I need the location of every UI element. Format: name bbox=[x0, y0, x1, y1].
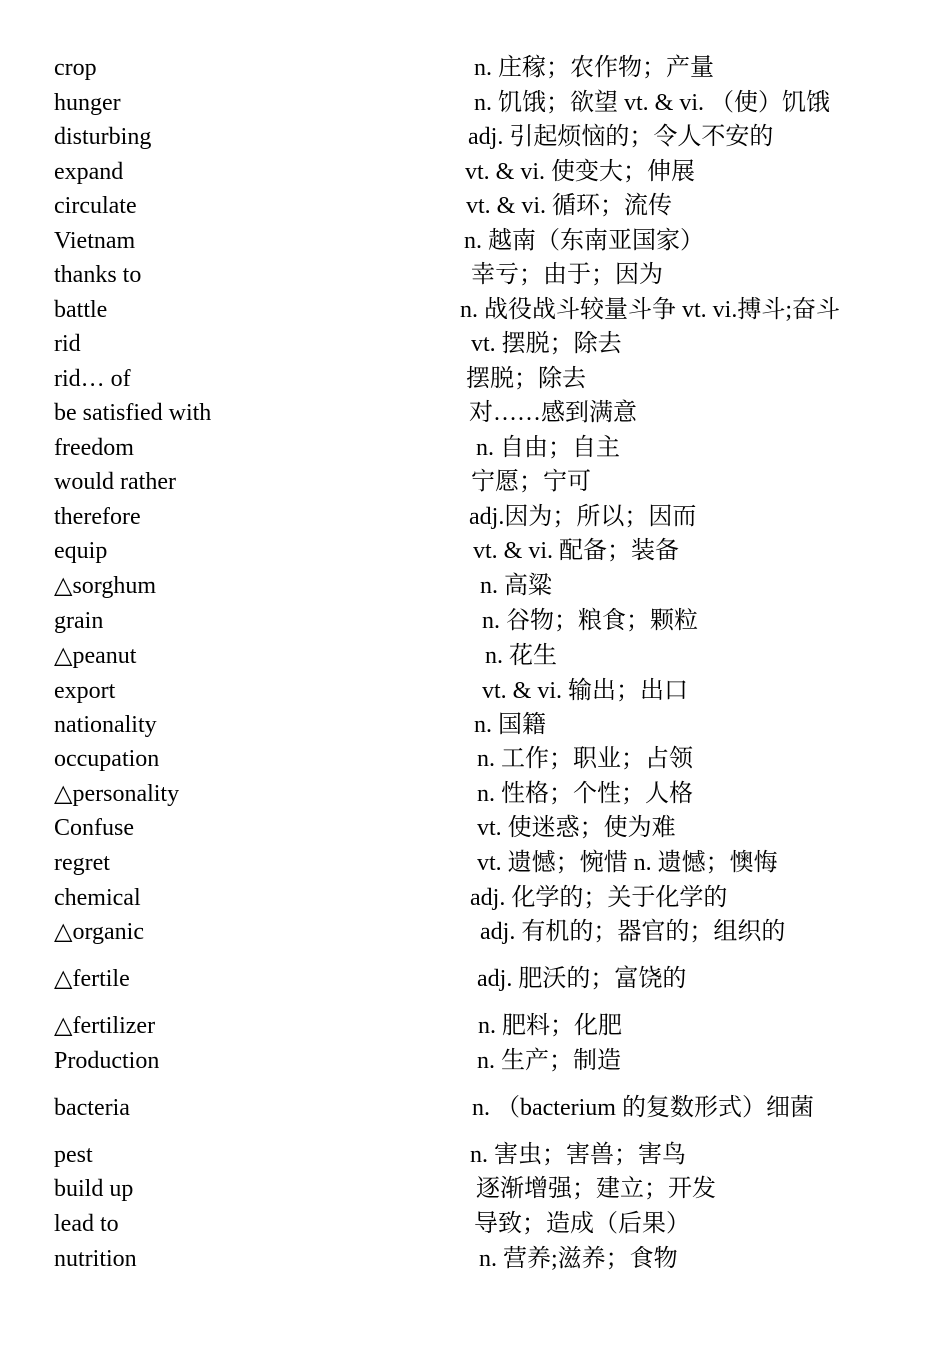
vocab-row bbox=[0, 396, 950, 430]
vocab-row bbox=[0, 155, 950, 189]
vocab-row bbox=[0, 1138, 950, 1172]
vocab-definition: n. 生产；制造 bbox=[477, 1048, 621, 1074]
vocab-definition: vt. 使迷惑；使为难 bbox=[477, 815, 676, 841]
vocab-word: circulate bbox=[54, 193, 137, 219]
vocab-row bbox=[0, 465, 950, 499]
vocab-word: △peanut bbox=[54, 643, 137, 669]
vocab-row bbox=[0, 674, 950, 708]
vocab-row bbox=[0, 120, 950, 154]
vocab-row bbox=[0, 293, 950, 327]
vocab-word: Vietnam bbox=[54, 228, 136, 254]
vocab-word: be satisfied with bbox=[54, 400, 212, 426]
vocab-definition: n. 国籍 bbox=[474, 712, 546, 738]
vocab-row bbox=[0, 431, 950, 465]
vocab-definition: n. 庄稼；农作物；产量 bbox=[474, 55, 714, 81]
vocab-definition: n. 饥饿；欲望 vt. & vi. （使）饥饿 bbox=[474, 90, 831, 116]
vocab-row bbox=[0, 1009, 950, 1043]
vocab-row bbox=[0, 569, 950, 603]
vocab-definition: n. 花生 bbox=[485, 643, 557, 669]
vocab-word: Confuse bbox=[54, 815, 134, 841]
vocab-definition: 宁愿；宁可 bbox=[471, 469, 591, 495]
vocab-definition: vt. & vi. 输出；出口 bbox=[482, 678, 689, 704]
vocab-row bbox=[0, 846, 950, 880]
vocab-row bbox=[0, 362, 950, 396]
vocab-definition: n. 高粱 bbox=[480, 573, 552, 599]
vocab-word: equip bbox=[54, 538, 108, 564]
vocab-definition: adj. 化学的；关于化学的 bbox=[470, 885, 728, 911]
vocab-definition: vt. 摆脱；除去 bbox=[471, 331, 622, 357]
vocab-definition: adj. 肥沃的；富饶的 bbox=[477, 966, 687, 992]
vocab-row bbox=[0, 189, 950, 223]
vocab-definition: n. 肥料；化肥 bbox=[478, 1013, 622, 1039]
vocab-row bbox=[0, 962, 950, 996]
vocab-definition: n. 自由；自主 bbox=[476, 435, 620, 461]
vocab-definition: vt. & vi. 使变大；伸展 bbox=[465, 159, 696, 185]
vocab-word: chemical bbox=[54, 885, 141, 911]
vocab-definition: adj. 有机的；器官的；组织的 bbox=[480, 919, 786, 945]
vocab-row bbox=[0, 915, 950, 949]
vocab-definition: n. 性格；个性；人格 bbox=[477, 781, 693, 807]
vocab-word: nutrition bbox=[54, 1246, 137, 1272]
vocab-definition: 摆脱；除去 bbox=[466, 366, 586, 392]
vocab-word: crop bbox=[54, 55, 97, 81]
vocab-word: regret bbox=[54, 850, 110, 876]
vocab-word: grain bbox=[54, 608, 104, 634]
vocab-word: battle bbox=[54, 297, 108, 323]
vocab-word: pest bbox=[54, 1142, 93, 1168]
vocab-row bbox=[0, 811, 950, 845]
vocab-row bbox=[0, 1044, 950, 1078]
vocab-word: disturbing bbox=[54, 124, 152, 150]
vocab-row bbox=[0, 708, 950, 742]
vocab-word: rid… of bbox=[54, 366, 131, 392]
vocab-word: △fertilizer bbox=[54, 1013, 156, 1039]
vocab-word: △sorghum bbox=[54, 573, 157, 599]
vocab-word: build up bbox=[54, 1176, 134, 1202]
vocab-row bbox=[0, 604, 950, 638]
vocab-row bbox=[0, 86, 950, 120]
vocab-definition: adj.因为；所以；因而 bbox=[469, 504, 697, 530]
vocab-definition: n. 工作；职业；占领 bbox=[477, 746, 693, 772]
vocab-row bbox=[0, 1242, 950, 1276]
vocab-definition: vt. & vi. 配备；装备 bbox=[473, 538, 680, 564]
vocab-definition: vt. 遗憾；惋惜 n. 遗憾；懊悔 bbox=[477, 850, 778, 876]
vocab-definition: 对……感到满意 bbox=[469, 400, 637, 426]
vocab-row bbox=[0, 534, 950, 568]
vocab-word: △personality bbox=[54, 781, 180, 807]
vocab-definition: n. 害虫；害兽；害鸟 bbox=[470, 1142, 686, 1168]
vocab-definition: n. 营养;滋养；食物 bbox=[479, 1246, 678, 1272]
vocab-word: thanks to bbox=[54, 262, 142, 288]
vocab-word: expand bbox=[54, 159, 124, 185]
vocab-row bbox=[0, 881, 950, 915]
vocab-word: nationality bbox=[54, 712, 157, 738]
vocab-definition: 幸亏；由于；因为 bbox=[471, 262, 663, 288]
vocab-word: △fertile bbox=[54, 966, 130, 992]
vocab-word: rid bbox=[54, 331, 81, 357]
vocab-definition: vt. & vi. 循环；流传 bbox=[466, 193, 673, 219]
vocab-row bbox=[0, 224, 950, 258]
vocab-row bbox=[0, 1207, 950, 1241]
vocab-row bbox=[0, 639, 950, 673]
vocab-row bbox=[0, 51, 950, 85]
vocab-word: Production bbox=[54, 1048, 160, 1074]
vocab-word: △organic bbox=[54, 919, 144, 945]
vocab-row bbox=[0, 1091, 950, 1125]
vocab-word: therefore bbox=[54, 504, 141, 530]
vocab-word: hunger bbox=[54, 90, 121, 116]
vocab-word: would rather bbox=[54, 469, 176, 495]
vocab-word: export bbox=[54, 678, 116, 704]
vocab-row bbox=[0, 742, 950, 776]
vocab-definition: n. （bacterium 的复数形式）细菌 bbox=[472, 1095, 814, 1121]
vocab-row bbox=[0, 327, 950, 361]
vocab-word: lead to bbox=[54, 1211, 119, 1237]
vocab-word: freedom bbox=[54, 435, 134, 461]
vocab-row bbox=[0, 258, 950, 292]
vocab-row bbox=[0, 777, 950, 811]
vocab-definition: n. 越南（东南亚国家） bbox=[464, 228, 704, 254]
vocab-definition: 导致；造成（后果） bbox=[474, 1211, 690, 1237]
vocab-row bbox=[0, 1172, 950, 1206]
vocab-definition: n. 战役战斗较量斗争 vt. vi.搏斗;奋斗 bbox=[460, 297, 841, 323]
vocab-row bbox=[0, 500, 950, 534]
vocab-word: occupation bbox=[54, 746, 160, 772]
vocab-definition: n. 谷物；粮食；颗粒 bbox=[482, 608, 698, 634]
vocab-definition: adj. 引起烦恼的；令人不安的 bbox=[468, 124, 774, 150]
vocab-word: bacteria bbox=[54, 1095, 130, 1121]
vocab-definition: 逐渐增强；建立；开发 bbox=[476, 1176, 716, 1202]
